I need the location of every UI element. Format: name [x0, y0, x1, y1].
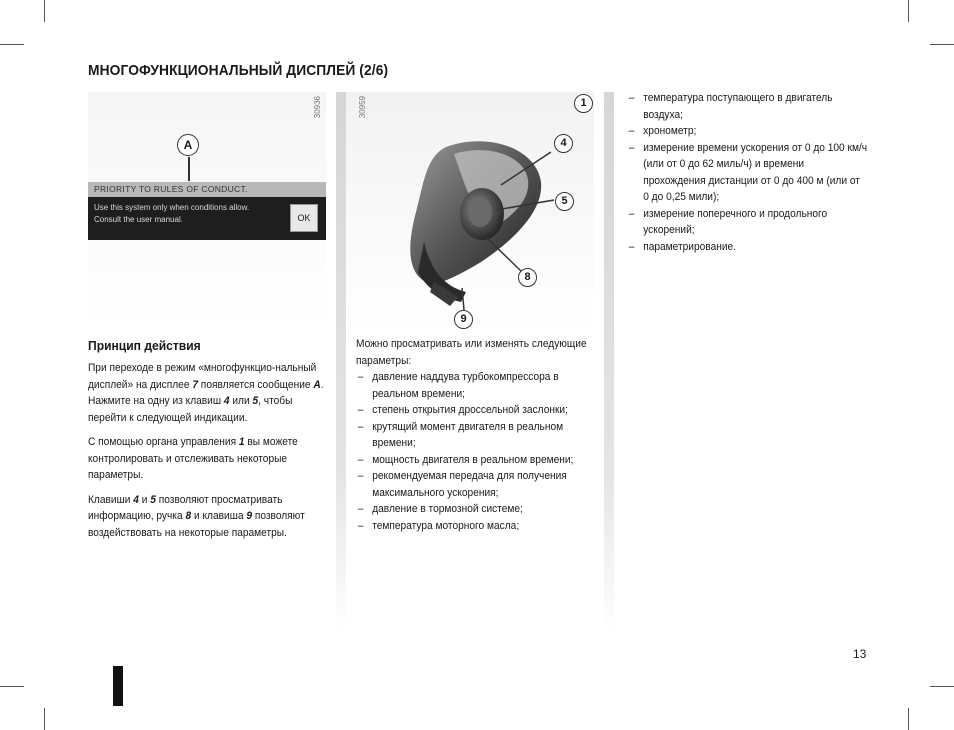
list-item: – измерение времени ускорения от 0 до 100 км/ч (или от 0 до 62 миль/ч) и времени прохождения дистанции от 0 до 400 м (или от 0 до 0,25 мили);	[628, 141, 868, 203]
list-item: – параметрирование.	[628, 240, 736, 253]
callout-9: 9	[454, 310, 473, 329]
column-separator	[336, 92, 346, 632]
list-item: – измерение поперечного и продольного ускорений;	[628, 207, 828, 236]
list-item: – температура поступающего в двигатель воздуха;	[628, 92, 833, 121]
callout-4: 4	[554, 134, 573, 153]
column-separator	[604, 92, 614, 632]
crop-mark	[0, 44, 24, 45]
paragraph: С помощью органа управления 1 вы можете контролировать и отслеживать некоторые параметры.	[88, 436, 298, 481]
list-item: – давление наддува турбокомпрессора в реальном времени;	[357, 371, 559, 400]
list-item: – температура моторного масла;	[357, 519, 520, 532]
crop-mark	[930, 44, 954, 45]
callout-8: 8	[518, 268, 537, 287]
display-message-line: Use this system only when conditions allow.	[94, 203, 250, 212]
page-title: МНОГОФУНКЦИОНАЛЬНЫЙ ДИСПЛЕЙ (2/6)	[88, 62, 389, 79]
crop-mark	[44, 0, 45, 22]
crop-mark	[930, 686, 954, 687]
list-item: – рекомендуемая передача для получения максимального ускорения;	[357, 470, 567, 499]
page-number: 13	[853, 647, 867, 661]
display-message-line: Consult the user manual.	[94, 215, 183, 224]
ok-button: OK	[290, 204, 318, 232]
list-item: – давление в тормозной системе;	[357, 503, 523, 515]
figure-steering-control	[346, 92, 594, 332]
crop-mark	[0, 686, 24, 687]
figure-ref-code: 30936	[313, 96, 322, 119]
callout-a: A	[177, 134, 199, 156]
callout-5: 5	[555, 192, 574, 211]
paragraph: Клавиши 4 и 5 позволяют просматривать информацию, ручка 8 и клавиша 9 позволяют воздействовать на некоторые параметры.	[88, 493, 305, 539]
section-tab-marker	[113, 666, 123, 706]
right-column-text	[627, 90, 868, 255]
intro-text: Можно просматривать или изменять следующие параметры:	[356, 338, 587, 367]
figure-ref-code: 30959	[358, 96, 367, 119]
crop-mark	[908, 0, 909, 22]
list-item: – хронометр;	[628, 125, 697, 137]
middle-column-text	[356, 336, 599, 534]
crop-mark	[44, 708, 45, 730]
list-item: – крутящий момент двигателя в реальном времени;	[357, 420, 564, 449]
display-banner: PRIORITY TO RULES OF CONDUCT.	[88, 182, 326, 197]
list-item: – степень открытия дроссельной заслонки;	[357, 404, 568, 416]
section-heading: Принцип действия	[88, 338, 201, 353]
callout-line	[188, 157, 190, 181]
list-item: – мощность двигателя в реальном времени;	[357, 453, 574, 466]
paragraph: При переходе в режим «многофункцио-нальный дисплей» на дисплее 7 появляется сообщение A. Нажмите на одну из клавиш 4 или 5, чтобы перейти к следующей индикации.	[88, 362, 324, 424]
figure-display-message	[88, 92, 326, 332]
callout-1: 1	[574, 94, 593, 113]
steering-control-illustration	[346, 92, 594, 332]
left-column-text	[88, 360, 331, 549]
crop-mark	[908, 708, 909, 730]
